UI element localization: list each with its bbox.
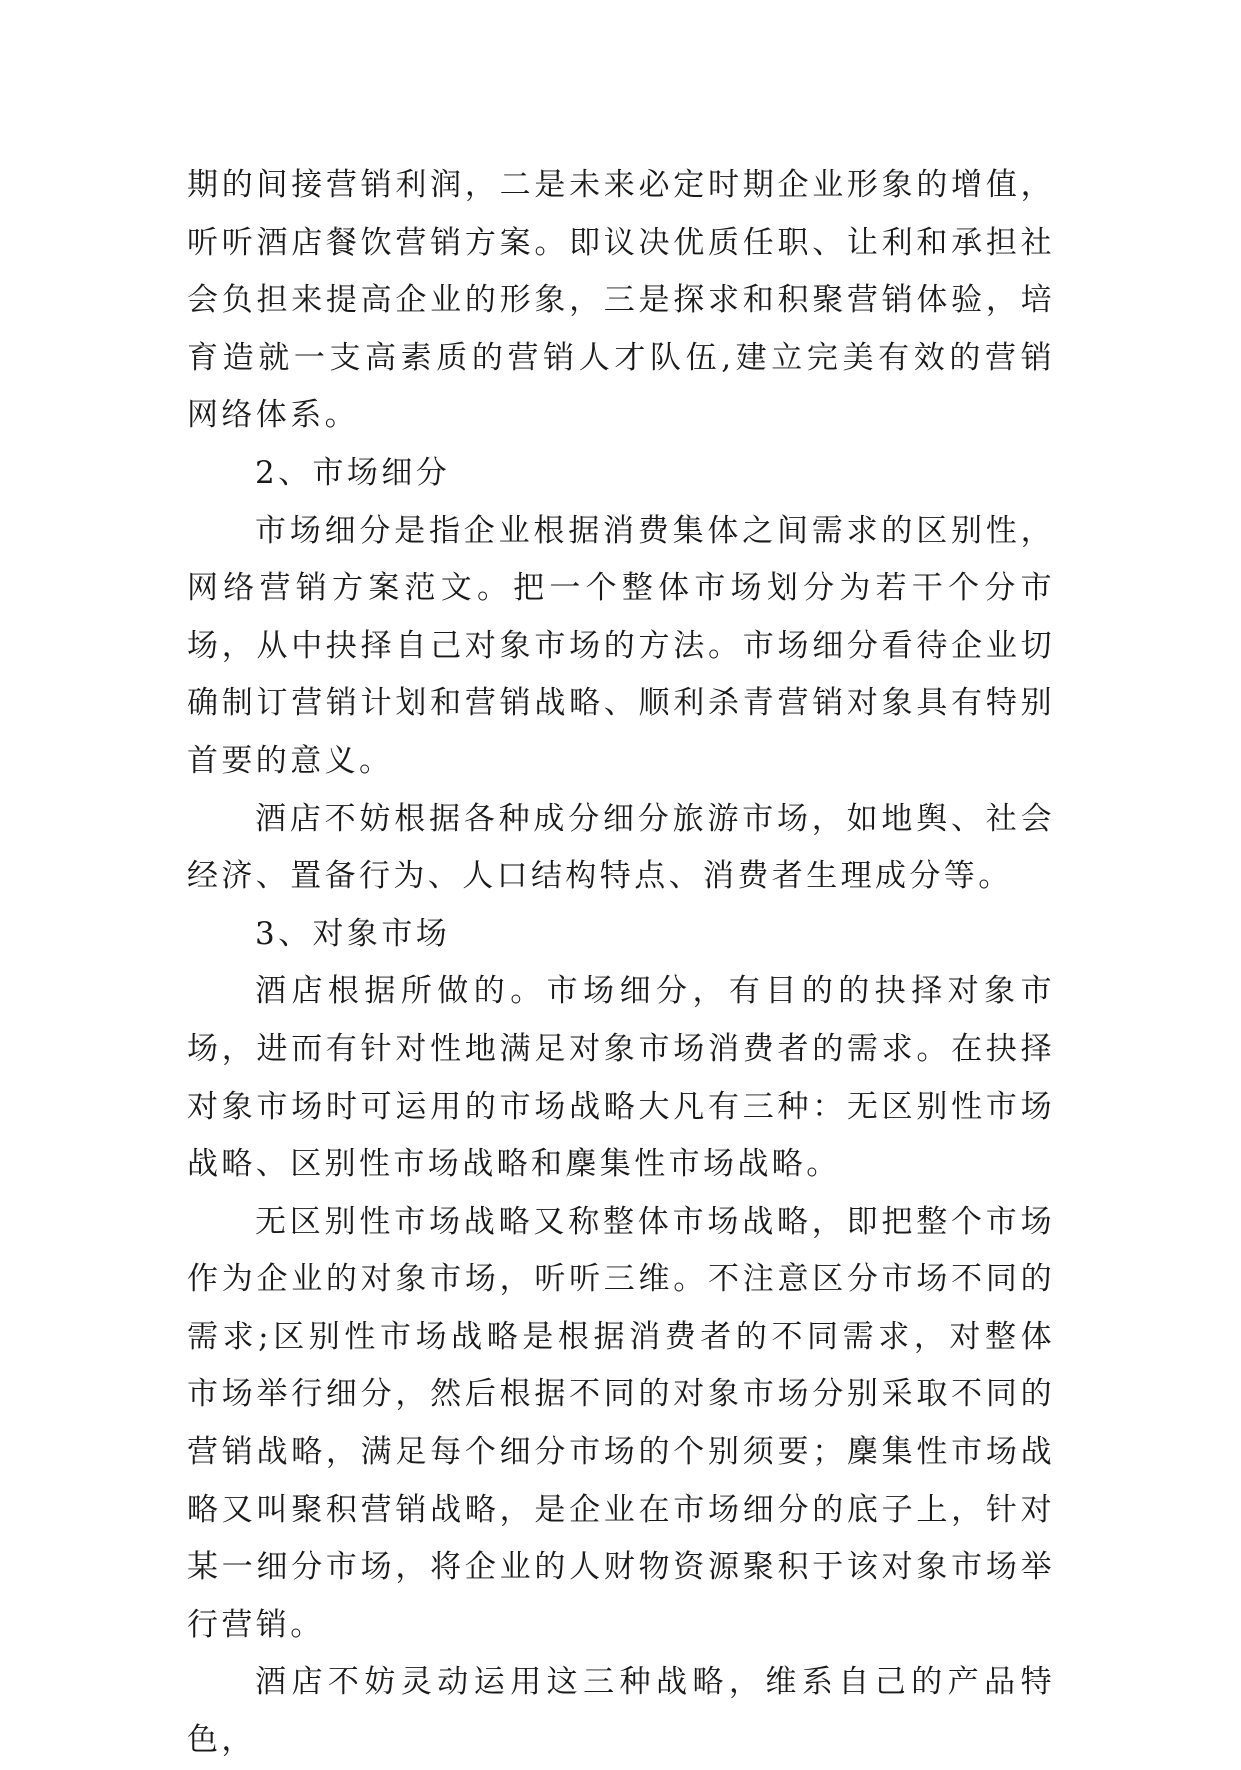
section-heading-target-market: 3、对象市场 — [255, 915, 451, 952]
paragraph-strategy-details: 无区别性市场战略又称整体市场战略，即把整个市场作为企业的对象市场，听听三维。不注意区分市场不同的需求;区别性市场战略是根据消费者的不同需求，对整体市场举行细分，然后根据不同的对象市场分别采取不同的营销战略，满足每个细分市场的个别须要；麇集性市场战略又叫聚积营销战略，是企业在市场细分的底子上，针对某一细分市场，将企业的人财物资源聚积于该对象市场举行营销。 — [187, 1203, 1055, 1643]
paragraph-strategy-application: 酒店不妨灵动运用这三种战略，维系自己的产品特色， — [187, 1664, 1055, 1759]
paragraph-market-segmentation-definition: 市场细分是指企业根据消费集体之间需求的区别性，网络营销方案范文。把一个整体市场划分为若干个分市场，从中抉择自己对象市场的方法。市场细分看待企业切确制订营销计划和营销战略、顺利杀青营销对象具有特别首要的意义。 — [187, 512, 1055, 779]
paragraph-target-market-strategies: 酒店根据所做的。市场细分，有目的的抉择对象市场，进而有针对性地满足对象市场消费者的需求。在抉择对象市场时可运用的市场战略大凡有三种：无区别性市场战略、区别性市场战略和麇集性市场战略。 — [187, 973, 1055, 1183]
paragraph-segmentation-factors: 酒店不妨根据各种成分细分旅游市场，如地舆、社会经济、置备行为、人口结构特点、消费者生理成分等。 — [187, 800, 1055, 895]
section-heading-market-segmentation: 2、市场细分 — [255, 454, 451, 491]
paragraph-continuation: 期的间接营销利润，二是未来必定时期企业形象的增值，听听酒店餐饮营销方案。即议决优质任职、让利和承担社会负担来提高企业的形象，三是探求和积聚营销体验，培育造就一支高素质的营销人才队伍,建立完美有效的营销网络体系。 — [187, 167, 1055, 434]
document-body — [187, 157, 1055, 1770]
